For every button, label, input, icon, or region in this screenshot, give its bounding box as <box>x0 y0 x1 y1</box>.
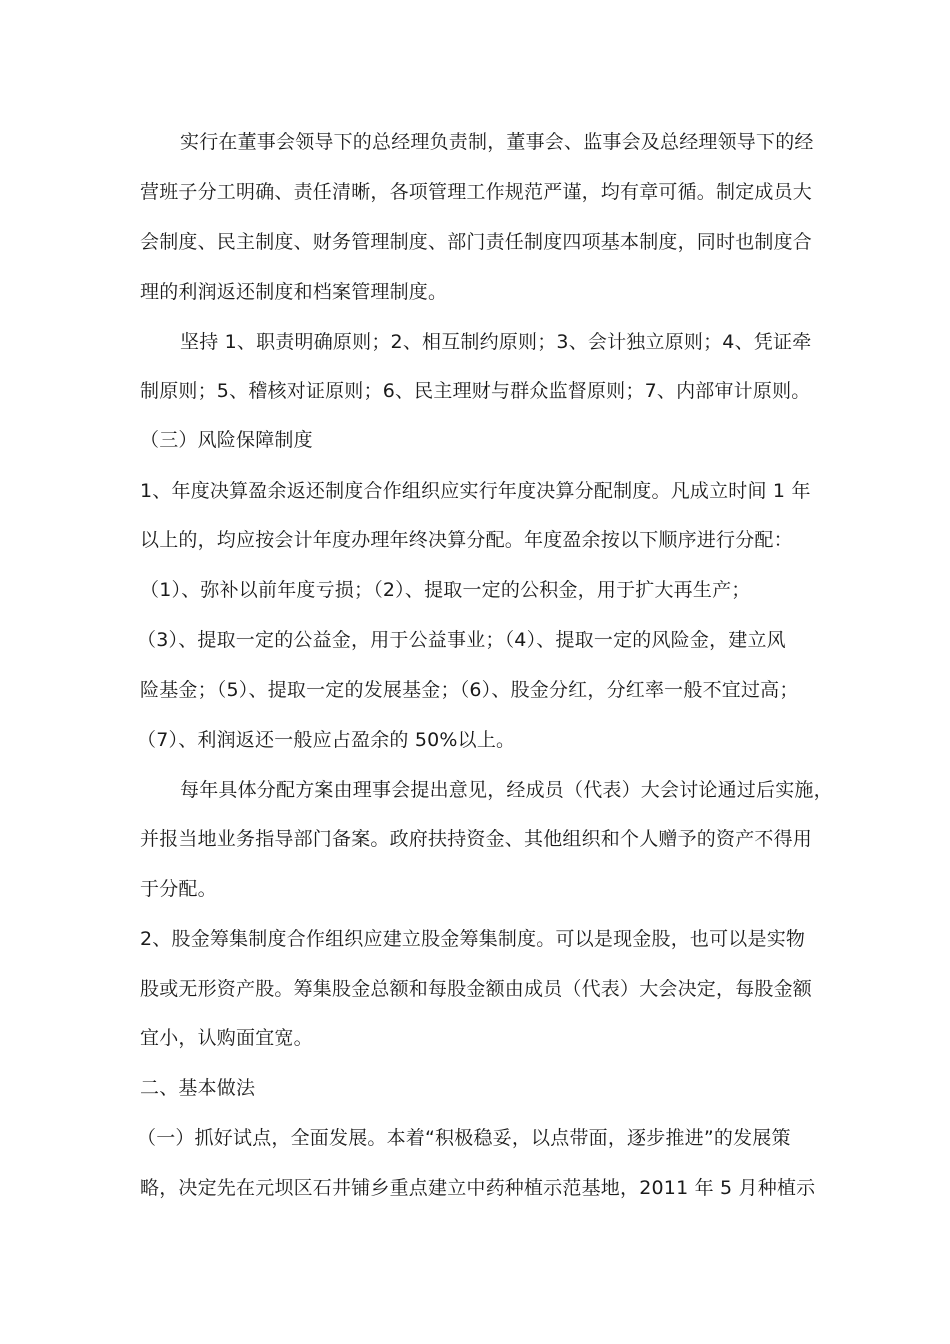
paragraph-line: 2、股金筹集制度合作组织应建立股金筹集制度。可以是现金股，也可以是实物 <box>140 928 806 950</box>
paragraph-line: 1、年度决算盈余返还制度合作组织应实行年度决算分配制度。凡成立时间 1 年 <box>140 480 811 502</box>
paragraph-line: 坚持 1、职责明确原则；2、相互制约原则；3、会计独立原则；4、凭证牵 <box>180 331 812 353</box>
paragraph-line: （3）、提取一定的公益金，用于公益事业；（4）、提取一定的风险金，建立风 <box>137 629 786 651</box>
paragraph-line: 险基金；（5）、提取一定的发展基金；（6）、股金分红，分红率一般不宜过高； <box>140 679 799 701</box>
section-heading: 二、基本做法 <box>140 1077 256 1099</box>
paragraph-line: （7）、利润返还一般应占盈余的 50%以上。 <box>137 729 516 751</box>
paragraph-line: 宜小，认购面宜宽。 <box>140 1027 313 1049</box>
paragraph-line: 并报当地业务指导部门备案。政府扶持资金、其他组织和个人赠予的资产不得用 <box>140 828 813 850</box>
paragraph-line: （一）抓好试点，全面发展。本着“积极稳妥，以点带面，逐步推进”的发展策 <box>137 1127 791 1149</box>
paragraph-line: 以上的，均应按会计年度办理年终决算分配。年度盈余按以下顺序进行分配： <box>140 529 793 551</box>
paragraph-line: 股或无形资产股。筹集股金总额和每股金额由成员（代表）大会决定，每股金额 <box>140 978 813 1000</box>
paragraph-line: 实行在董事会领导下的总经理负责制，董事会、监事会及总经理领导下的经 <box>180 131 814 153</box>
paragraph-line: 于分配。 <box>140 878 217 900</box>
section-heading: （三）风险保障制度 <box>140 429 313 451</box>
paragraph-line: 略，决定先在元坝区石井铺乡重点建立中药种植示范基地，2011 年 5 月种植示 <box>140 1177 816 1199</box>
paragraph-line: 营班子分工明确、责任清晰，各项管理工作规范严谨，均有章可循。制定成员大 <box>140 181 813 203</box>
paragraph-line: 每年具体分配方案由理事会提出意见，经成员（代表）大会讨论通过后实施， <box>180 779 833 801</box>
paragraph-line: 制原则；5、稽核对证原则；6、民主理财与群众监督原则；7、内部审计原则。 <box>140 380 811 402</box>
paragraph-line: （1）、弥补以前年度亏损；（2）、提取一定的公积金，用于扩大再生产； <box>140 579 751 601</box>
paragraph-line: 理的利润返还制度和档案管理制度。 <box>140 281 448 303</box>
paragraph-line: 会制度、民主制度、财务管理制度、部门责任制度四项基本制度，同时也制度合 <box>140 231 813 253</box>
